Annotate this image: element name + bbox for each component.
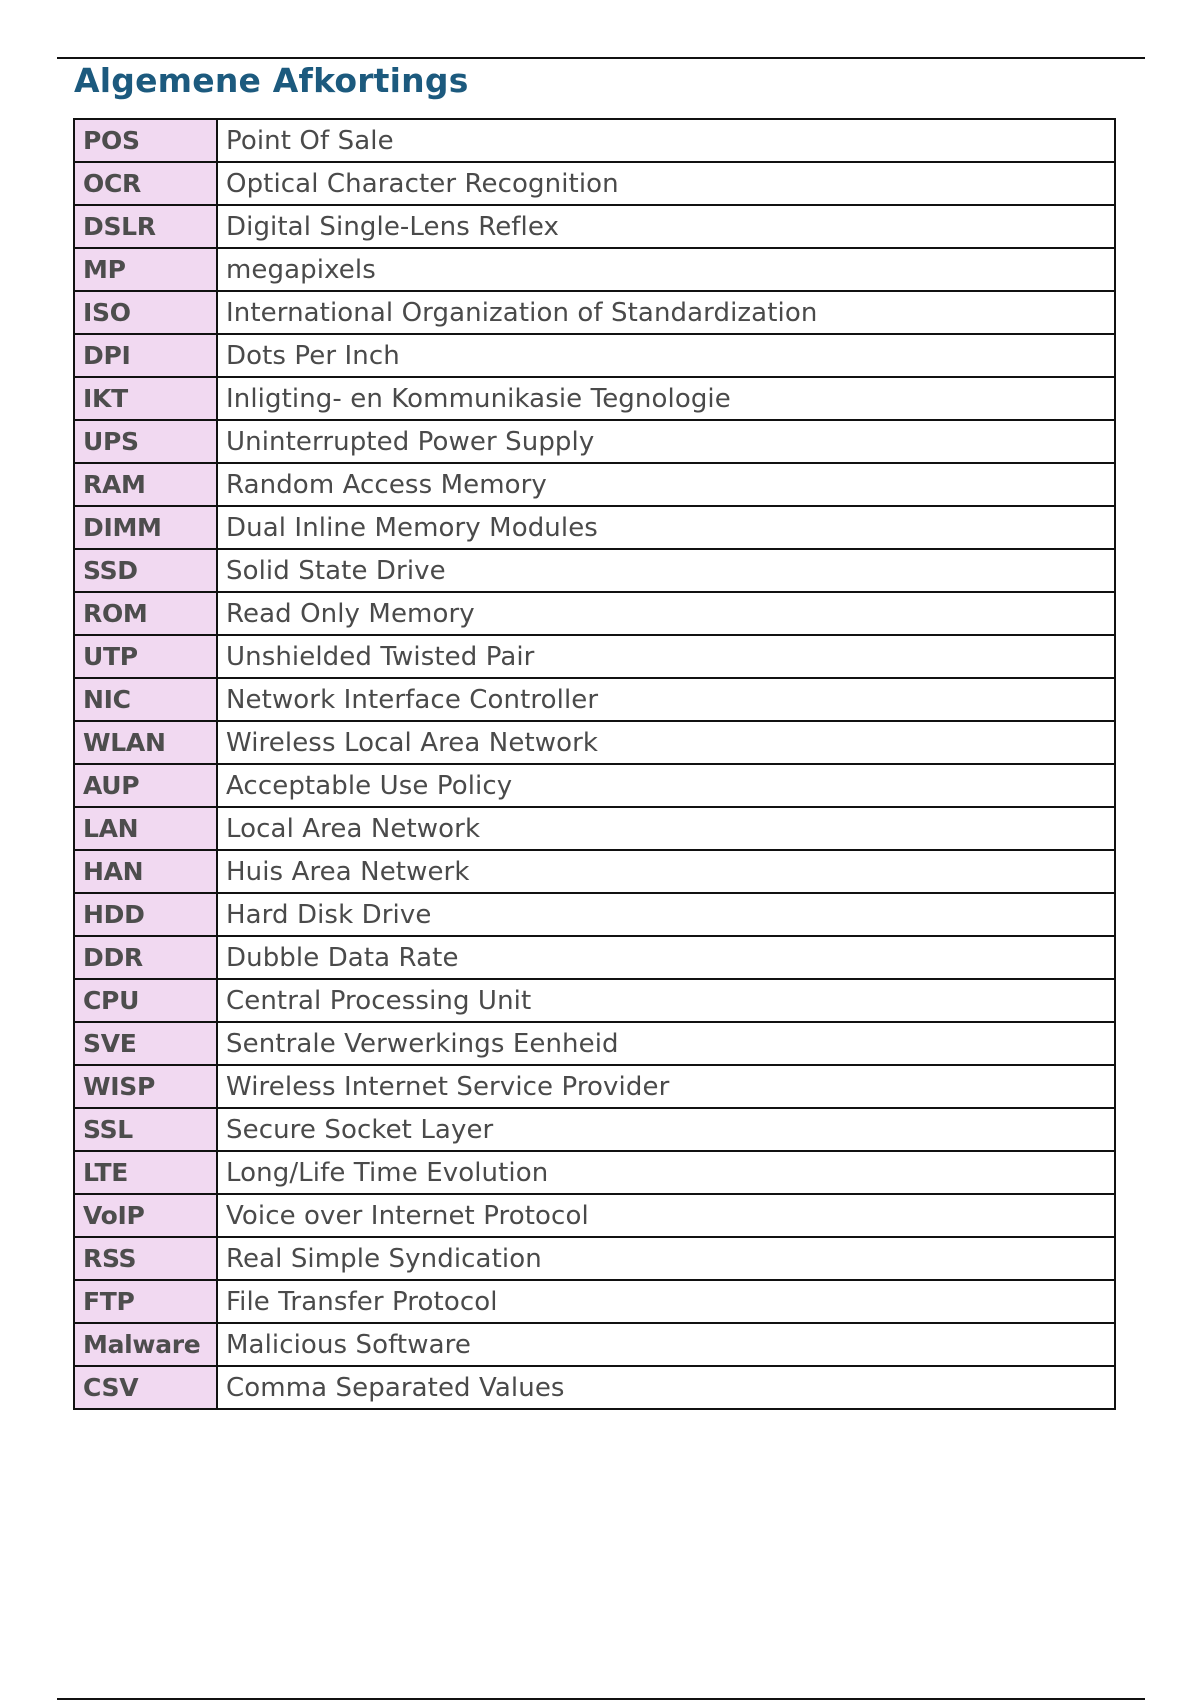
abbreviation-cell: UTP <box>74 635 217 678</box>
abbreviation-cell: NIC <box>74 678 217 721</box>
abbreviation-cell: CPU <box>74 979 217 1022</box>
table-row <box>74 463 1115 506</box>
abbreviation-cell: SSD <box>74 549 217 592</box>
abbreviation-cell: AUP <box>74 764 217 807</box>
abbreviation-cell: DPI <box>74 334 217 377</box>
abbreviation-cell: VoIP <box>74 1194 217 1237</box>
meaning-cell: Voice over Internet Protocol <box>217 1194 1115 1237</box>
meaning-cell: Dual Inline Memory Modules <box>217 506 1115 549</box>
meaning-cell: Local Area Network <box>217 807 1115 850</box>
abbreviation-cell: SVE <box>74 1022 217 1065</box>
table-row <box>74 291 1115 334</box>
table-row <box>74 635 1115 678</box>
meaning-cell: Hard Disk Drive <box>217 893 1115 936</box>
meaning-cell: Wireless Internet Service Provider <box>217 1065 1115 1108</box>
abbreviation-cell: DDR <box>74 936 217 979</box>
meaning-cell: Digital Single-Lens Reflex <box>217 205 1115 248</box>
meaning-cell: Dots Per Inch <box>217 334 1115 377</box>
table-row <box>74 979 1115 1022</box>
abbreviation-cell: IKT <box>74 377 217 420</box>
abbreviation-cell: WLAN <box>74 721 217 764</box>
meaning-cell: Random Access Memory <box>217 463 1115 506</box>
abbreviation-cell: FTP <box>74 1280 217 1323</box>
table-row <box>74 1366 1115 1409</box>
meaning-cell: Read Only Memory <box>217 592 1115 635</box>
meaning-cell: Solid State Drive <box>217 549 1115 592</box>
meaning-cell: Secure Socket Layer <box>217 1108 1115 1151</box>
abbreviation-cell: Malware <box>74 1323 217 1366</box>
meaning-cell: Network Interface Controller <box>217 678 1115 721</box>
table-row <box>74 764 1115 807</box>
abbreviation-cell: HAN <box>74 850 217 893</box>
abbreviation-cell: SSL <box>74 1108 217 1151</box>
meaning-cell: Inligting- en Kommunikasie Tegnologie <box>217 377 1115 420</box>
table-row <box>74 1194 1115 1237</box>
meaning-cell: megapixels <box>217 248 1115 291</box>
table-row <box>74 248 1115 291</box>
table-row <box>74 549 1115 592</box>
meaning-cell: Real Simple Syndication <box>217 1237 1115 1280</box>
table-row <box>74 850 1115 893</box>
abbreviation-cell: LAN <box>74 807 217 850</box>
abbreviation-cell: ISO <box>74 291 217 334</box>
page-title: Algemene Afkortings <box>74 61 469 100</box>
abbreviation-table-body <box>74 119 1115 1409</box>
meaning-cell: File Transfer Protocol <box>217 1280 1115 1323</box>
table-row <box>74 420 1115 463</box>
table-row <box>74 1280 1115 1323</box>
abbreviation-cell: POS <box>74 119 217 162</box>
table-row <box>74 205 1115 248</box>
table-row <box>74 1108 1115 1151</box>
abbreviation-cell: DSLR <box>74 205 217 248</box>
abbreviation-cell: ROM <box>74 592 217 635</box>
table-row <box>74 506 1115 549</box>
table-row <box>74 936 1115 979</box>
table-row <box>74 807 1115 850</box>
abbreviation-cell: RSS <box>74 1237 217 1280</box>
meaning-cell: Optical Character Recognition <box>217 162 1115 205</box>
abbreviation-cell: CSV <box>74 1366 217 1409</box>
meaning-cell: Uninterrupted Power Supply <box>217 420 1115 463</box>
table-row <box>74 1323 1115 1366</box>
meaning-cell: Dubble Data Rate <box>217 936 1115 979</box>
abbreviation-cell: HDD <box>74 893 217 936</box>
abbreviation-cell: DIMM <box>74 506 217 549</box>
abbreviation-cell: UPS <box>74 420 217 463</box>
table-row <box>74 721 1115 764</box>
meaning-cell: Long/Life Time Evolution <box>217 1151 1115 1194</box>
meaning-cell: Point Of Sale <box>217 119 1115 162</box>
table-row <box>74 334 1115 377</box>
table-row <box>74 1065 1115 1108</box>
meaning-cell: Comma Separated Values <box>217 1366 1115 1409</box>
top-rule <box>57 57 1145 59</box>
meaning-cell: Wireless Local Area Network <box>217 721 1115 764</box>
table-row <box>74 1237 1115 1280</box>
table-row <box>74 1022 1115 1065</box>
abbreviation-cell: MP <box>74 248 217 291</box>
meaning-cell: Unshielded Twisted Pair <box>217 635 1115 678</box>
table-row <box>74 592 1115 635</box>
abbreviation-cell: WISP <box>74 1065 217 1108</box>
table-row <box>74 119 1115 162</box>
abbreviation-cell: OCR <box>74 162 217 205</box>
abbreviation-cell: RAM <box>74 463 217 506</box>
meaning-cell: Acceptable Use Policy <box>217 764 1115 807</box>
meaning-cell: Sentrale Verwerkings Eenheid <box>217 1022 1115 1065</box>
table-row <box>74 377 1115 420</box>
table-row <box>74 678 1115 721</box>
meaning-cell: Huis Area Netwerk <box>217 850 1115 893</box>
meaning-cell: Malicious Software <box>217 1323 1115 1366</box>
table-row <box>74 1151 1115 1194</box>
table-row <box>74 162 1115 205</box>
abbreviation-cell: LTE <box>74 1151 217 1194</box>
meaning-cell: Central Processing Unit <box>217 979 1115 1022</box>
abbreviation-table <box>73 118 1116 1410</box>
table-row <box>74 893 1115 936</box>
meaning-cell: International Organization of Standardization <box>217 291 1115 334</box>
